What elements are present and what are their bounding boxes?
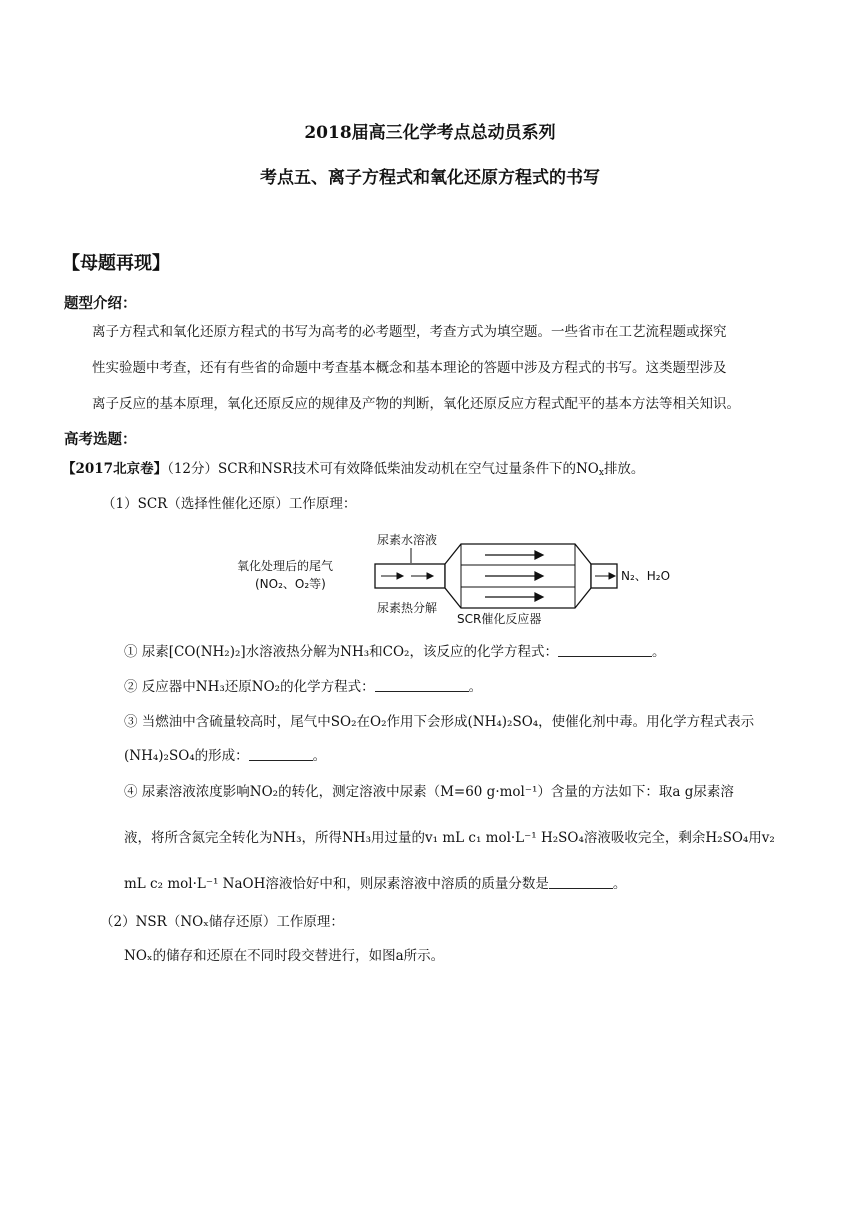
diagram-bottom-label: 尿素热分解 (377, 601, 438, 615)
document-subtitle: 考点五、离子方程式和氧化还原方程式的书写 (260, 168, 600, 188)
period-3: 。 (312, 748, 327, 764)
period-2: 。 (468, 679, 483, 695)
sub-question-4-line-3 (124, 874, 626, 894)
sub-question-3-line-1: ③ 当燃油中含硫量较高时，尾气中SO₂在O₂作用下会形成(NH₄)₂SO₄，使催化剂中毒。用化学方程式表示 (124, 714, 755, 730)
sub-question-1-text: ① 尿素[CO(NH₂)₂]水溶液热分解为NH₃和CO₂，该反应的化学方程式： (124, 644, 558, 660)
nox-subscript: x (598, 468, 604, 478)
intro-line-2: 性实验题中考查，还有有些省的命题中考查基本概念和基本理论的答题中涉及方程式的书写。这类题型涉及 (92, 360, 727, 376)
question-score-text: （12分）SCR和NSR技术可有效降低柴油发动机在空气过量条件下的NO (167, 461, 599, 477)
exam-label: 高考选题： (64, 431, 137, 448)
sub-question-2-text: ② 反应器中NH₃还原NO₂的化学方程式： (124, 679, 375, 695)
question-source: 【2017北京卷】 (62, 461, 168, 477)
intro-line-1: 离子方程式和氧化还原方程式的书写为高考的必考题型，考查方式为填空题。一些省市在工艺流程题或探究 (92, 324, 727, 340)
part2-line: NOₓ的储存和还原在不同时段交替进行，如图a所示。 (124, 948, 445, 964)
part2-title: （2）NSR（NOₓ储存还原）工作原理： (100, 914, 344, 930)
question-intro (62, 459, 644, 483)
sub-question-3-line-2 (124, 746, 326, 766)
document-title: 2018届高三化学考点总动员系列 (304, 123, 556, 143)
type-intro-label: 题型介绍： (64, 295, 137, 312)
diagram-reactor-label: SCR催化反应器 (457, 612, 542, 626)
sub-question-3-text: (NH₄)₂SO₄的形成： (124, 748, 249, 764)
answer-blank-2[interactable] (375, 679, 469, 692)
sub-question-1 (124, 642, 665, 662)
answer-blank-1[interactable] (558, 644, 652, 657)
period-1: 。 (651, 644, 666, 660)
answer-blank-4[interactable] (549, 876, 613, 889)
sub-question-4-text: mL c₂ mol·L⁻¹ NaOH溶液恰好中和，则尿素溶液中溶质的质量分数是 (124, 876, 549, 892)
answer-blank-3[interactable] (249, 748, 313, 761)
sub-question-2 (124, 677, 482, 697)
scr-diagram (235, 530, 675, 626)
section-heading: 【母题再现】 (62, 253, 170, 274)
diagram-inlet-label-1: 氧化处理后的尾气 (237, 559, 334, 573)
diagram-outlet-label: N₂、H₂O (621, 569, 671, 583)
diagram-inlet-label-2: (NO₂、O₂等) (255, 577, 326, 591)
part1-title: （1）SCR（选择性催化还原）工作原理： (102, 496, 357, 512)
sub-question-4-line-1: ④ 尿素溶液浓度影响NO₂的转化，测定溶液中尿素（M=60 g·mol⁻¹）含量的方法如下：取a g尿素溶 (124, 784, 734, 800)
period-4: 。 (612, 876, 627, 892)
question-score-tail: 排放。 (603, 461, 645, 477)
diagram-top-label: 尿素水溶液 (377, 533, 438, 547)
intro-line-3: 离子反应的基本原理，氧化还原反应的规律及产物的判断，氧化还原反应方程式配平的基本方法等相关知识。 (92, 396, 740, 412)
sub-question-4-line-2: 液，将所含氮完全转化为NH₃，所得NH₃用过量的v₁ mL c₁ mol·L⁻¹ H₂SO₄溶液吸收完全，剩余H₂SO₄用v₂ (124, 830, 775, 846)
